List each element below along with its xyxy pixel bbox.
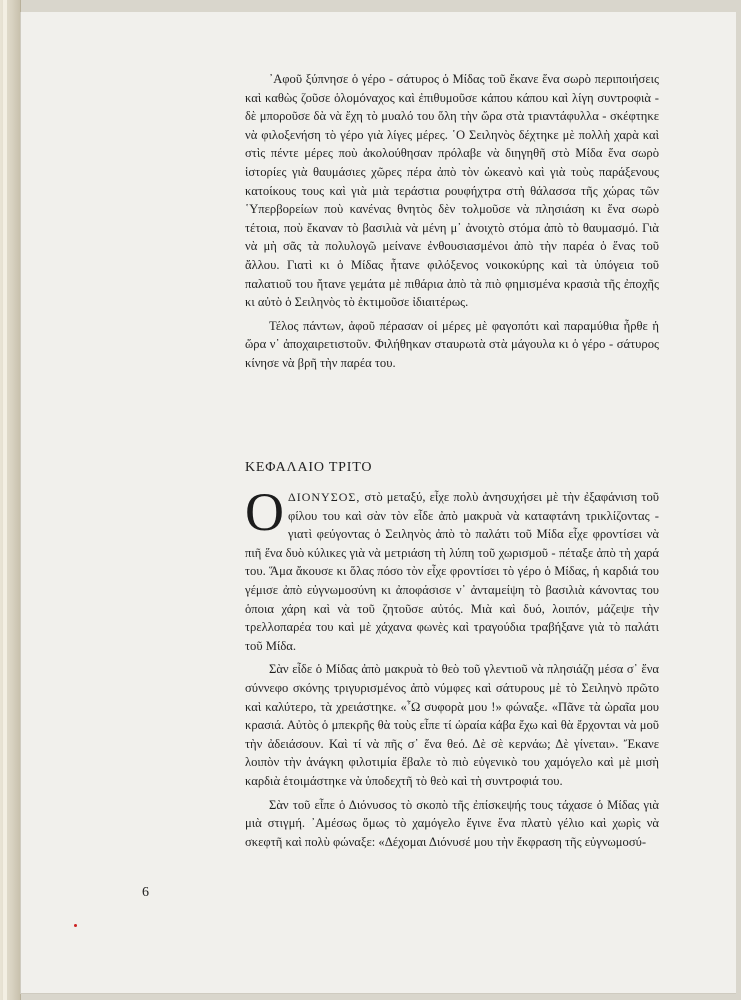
section-one-text: [245, 70, 659, 373]
paragraph-1: ᾿Αφοῦ ξύπνησε ὁ γέρο - σάτυρος ὁ Μίδας τοῦ ἔκανε ἕνα σωρὸ περιποιήσεις καὶ καθὼς ζοῦσε ὁλομόναχος καὶ ἐπιθυμοῦσε κάπου κάπου καὶ λίγη συντροφιὰ - δὲ μποροῦσε δὰ νὰ ἔχη τὸ μυαλό του ὅλη τὴν ὥρα στὰ τριαντάφυλλα - σκέφτηκε νὰ φιλοξενήση τὸ γέρο γιὰ λίγες μέρες. ῾Ο Σειληνὸς δέχτηκε μὲ πολλὴ χαρὰ καὶ στὶς πέντε μέρες ποὺ ἀκολούθησαν πρόλαβε νὰ διηγηθῆ στὸ Μίδα ἕνα σωρὸ ἱστορίες γιὰ θαυμάσιες χῶρες πέρα ἀπὸ τὸν ὠκεανὸ καὶ γιὰ τοὺς παράξενους κατοίκους τους καὶ γιὰ μιὰ τεράστια ρουφήχτρα στὴ θάλασσα τῆς χώρας τῶν ῾Υπερβορείων ποὺ κανένας θνητὸς δὲν τολμοῦσε νὰ πλησιάση κι ἕνα σωρὸ τέτοια, ποὺ ἔκαναν τὸ βασιλιὰ νὰ μένη μ᾿ ἀνοιχτὸ στόμα ἀπὸ τὸ θαυμασμό. Γιὰ νὰ μὴ σᾶς τὰ πολυλογῶ μείνανε ἐνθουσιασμένοι ἀπὸ τὴν παρέα ὁ ἕνας τοῦ ἄλλου. Γιατὶ κι ὁ Μίδας ἦτανε φιλόξενος νοικοκύρης καὶ τὰ ὑπόγεια τοῦ παλατιοῦ του ἤτανε γεμάτα μὲ πιθάρια ἀπὸ τὰ πιὸ φημισμένα κρασιὰ τῆς ἐποχῆς κι αὐτὸ ὁ Σειληνὸς τὸ ἐκτιμοῦσε ἰδιαιτέρως.: [245, 72, 659, 310]
binding-page-edges: [3, 0, 7, 1000]
drop-cap: Ο: [245, 482, 284, 542]
opening-text: στὸ μεταξύ, εἶχε πολὺ ἀνησυχήσει μὲ τὴν ἐξαφάνιση τοῦ φίλου του καὶ σὰν τὸν εἶδε ἀπὸ μακρυὰ νὰ καταφτάνη τρικλίζοντας - γιατὶ φεύγοντας ὁ Σειληνὸς ἀπὸ τὸ παλάτι τοῦ Μίδα εἶχε φροντίσει νὰ πιῆ ἕνα δυὸ κύλικες γιὰ νὰ μετριάση τὴ λύπη τοῦ χωρισμοῦ - πέταξε ἀπὸ τὴ χαρά του. Ἅμα ἄκουσε κι ὅλας πόσο τὸν εἶχε φροντίσει τὸ γέρο ὁ Μίδας, ἡ καρδιά του γέμισε ἀπὸ εὐγνωμοσύνη κι ἀποφάσισε ν᾿ ἀνταμείψη τὸ βασιλιὰ κάνοντας του ὁποια χάρη καὶ νὰ τοῦ ζητοῦσε αὐτός. Μιὰ καὶ δυό, λοιπόν, μάζεψε τὴν τρελλοπαρέα του καὶ μὲ χάχανα φωνὲς καὶ τραγούδια τραβήξανε γιὰ τὸ παλάτι τοῦ Μίδα.: [245, 490, 659, 653]
opening-paragraph: [245, 482, 659, 655]
chapter-text: [245, 482, 659, 851]
chapter-title: ΚΕΦΑΛΑΙΟ ΤΡΙΤΟ: [245, 460, 373, 475]
page-number: 6: [142, 885, 149, 900]
paragraph-4: Σὰν εἶδε ὁ Μίδας ἀπὸ μακρυὰ τὸ θεὸ τοῦ γλεντιοῦ νὰ πλησιάζη μέσα σ᾿ ἕνα σύννεφο σκόνης τριγυρισμένος ἀπὸ νύμφες καὶ σάτυρους μὲ τὸ Σειληνὸ πρῶτο καὶ καλύτερο, τὰ χρειάστηκε. «῏Ω συφορὰ μου !» φώναξε. «Πᾶνε τὰ ὡραῖα μου κρασιά. Αὐτὸς ὁ μπεκρῆς θὰ τοὺς εἶπε τί ὡραία κάβα ἔχω καὶ θὰ ἔρχονται νὰ μοῦ τὴν ἀδειάσουν. Καὶ τί νὰ πῆς σ᾿ ἕνα θεό. Δὲ σὲ κερνάω; Δὲ γίνεται». Ἔκανε λοιπὸν τὴν ἀνάγκη φιλοτιμία ἔβαλε τὸ πιὸ εὐγενικὸ του χαμόγελο καὶ μὲ μισὴ καρδιὰ ἑτοιμάστηκε νὰ ὑποδεχτῆ τὸ θεὸ καὶ τὴ συντροφιά του.: [245, 662, 659, 788]
ink-speck: [74, 924, 77, 927]
paragraph-2: Τέλος πάντων, ἀφοῦ πέρασαν οἱ μέρες μὲ φαγοπότι καὶ παραμύθια ἦρθε ἡ ὥρα ν᾿ ἀποχαιρετιστοῦν. Φιλήθηκαν σταυρωτὰ στὰ μάγουλα κι ὁ γέρο - σάτυρος κίνησε νὰ βρῆ τὴν παρέα του.: [245, 318, 659, 370]
opening-word: ΔΙΟΝΥΣΟΣ,: [288, 490, 361, 504]
paragraph-5: Σὰν τοῦ εἶπε ὁ Διόνυσος τὸ σκοπὸ τῆς ἐπίσκεψής τους τάχασε ὁ Μίδας γιὰ μιὰ στιγμή. ᾿Αμέσως ὅμως τὸ χαμόγελο ἔγινε ἕνα πλατὺ γέλιο καὶ χωρὶς νὰ σκεφτῆ καὶ πολὺ φώναξε: «Δέχομαι Διόνυσέ μου τὴν ἔκφραση τῆς εὐγνωμοσύ-: [245, 797, 659, 849]
book-binding: [0, 0, 21, 1000]
